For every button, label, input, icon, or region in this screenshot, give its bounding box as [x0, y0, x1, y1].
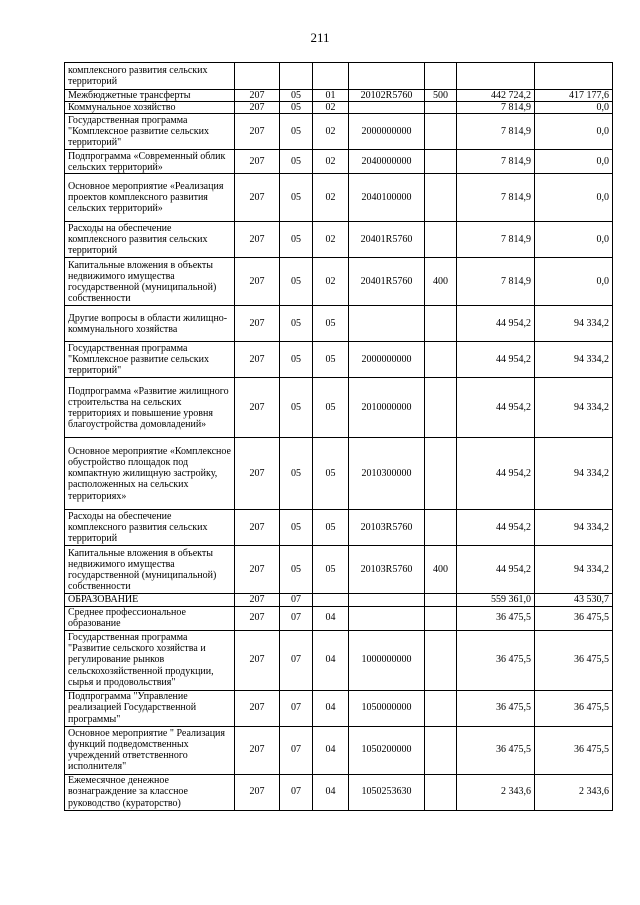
- row-code-expense-type: [425, 510, 457, 546]
- row-code-subsection: [313, 594, 349, 606]
- row-name: Основное мероприятие " Реализация функций подведомственных учреждений ответственного исполнителя": [65, 726, 235, 774]
- row-name: ОБРАЗОВАНИЕ: [65, 594, 235, 606]
- row-code-ministry: 207: [235, 150, 280, 174]
- row-amount-2: 94 334,2: [535, 510, 613, 546]
- row-code-target: [349, 63, 425, 90]
- row-name: Основное мероприятие «Реализация проектов комплексного развития сельских территорий»: [65, 174, 235, 222]
- row-amount-2: 94 334,2: [535, 378, 613, 438]
- row-code-section: [280, 63, 313, 90]
- row-amount-2: 43 530,7: [535, 594, 613, 606]
- row-name: Подпрограмма «Развитие жилищного строительства на сельских территориях и повышение уровня благоустройства домовладений»: [65, 378, 235, 438]
- row-code-ministry: 207: [235, 606, 280, 630]
- row-code-target: 1050253630: [349, 774, 425, 810]
- row-name: Капитальные вложения в объекты недвижимого имущества государственной (муниципальной) собственности: [65, 258, 235, 306]
- table-row: [65, 690, 613, 726]
- row-code-ministry: 207: [235, 510, 280, 546]
- row-name: Коммунальное хозяйство: [65, 102, 235, 114]
- page-number: 211: [310, 30, 330, 45]
- row-code-subsection: 02: [313, 258, 349, 306]
- row-name: Среднее профессиональное образование: [65, 606, 235, 630]
- row-code-subsection: 02: [313, 174, 349, 222]
- row-code-expense-type: [425, 726, 457, 774]
- row-amount-1: 44 954,2: [457, 378, 535, 438]
- row-code-ministry: 207: [235, 102, 280, 114]
- row-code-ministry: 207: [235, 114, 280, 150]
- row-name: Подпрограмма «Современный облик сельских территорий»: [65, 150, 235, 174]
- row-code-target: 20103R5760: [349, 510, 425, 546]
- row-name: Расходы на обеспечение комплексного развития сельских территорий: [65, 222, 235, 258]
- row-code-subsection: 01: [313, 90, 349, 102]
- row-code-target: 2010000000: [349, 378, 425, 438]
- table-row: [65, 378, 613, 438]
- row-code-expense-type: [425, 174, 457, 222]
- table-row: [65, 774, 613, 810]
- row-code-section: 05: [280, 438, 313, 510]
- row-code-subsection: 05: [313, 510, 349, 546]
- row-code-subsection: 02: [313, 114, 349, 150]
- table-row: [65, 306, 613, 342]
- budget-table: [64, 62, 613, 811]
- row-code-target: 1000000000: [349, 630, 425, 690]
- row-code-expense-type: [425, 63, 457, 90]
- row-amount-1: 7 814,9: [457, 114, 535, 150]
- row-code-section: 07: [280, 594, 313, 606]
- row-code-subsection: 04: [313, 726, 349, 774]
- row-code-expense-type: [425, 378, 457, 438]
- row-code-ministry: 207: [235, 594, 280, 606]
- row-code-ministry: 207: [235, 546, 280, 594]
- table-row: [65, 510, 613, 546]
- row-name: Капитальные вложения в объекты недвижимого имущества государственной (муниципальной) собственности: [65, 546, 235, 594]
- row-code-ministry: 207: [235, 726, 280, 774]
- row-code-target: 2010300000: [349, 438, 425, 510]
- row-amount-2: 417 177,6: [535, 90, 613, 102]
- row-code-target: 20401R5760: [349, 222, 425, 258]
- row-code-target: 2040000000: [349, 150, 425, 174]
- row-amount-2: [535, 63, 613, 90]
- row-amount-1: 44 954,2: [457, 510, 535, 546]
- row-code-section: 05: [280, 258, 313, 306]
- row-amount-2: 0,0: [535, 222, 613, 258]
- row-amount-1: 44 954,2: [457, 546, 535, 594]
- table-row: [65, 546, 613, 594]
- row-code-target: 1050200000: [349, 726, 425, 774]
- table-row: [65, 63, 613, 90]
- row-code-target: [349, 594, 425, 606]
- row-code-subsection: [313, 63, 349, 90]
- row-name: Расходы на обеспечение комплексного развития сельских территорий: [65, 510, 235, 546]
- table-row: [65, 222, 613, 258]
- row-code-subsection: 05: [313, 306, 349, 342]
- table-row: [65, 102, 613, 114]
- row-amount-1: 36 475,5: [457, 630, 535, 690]
- row-name: Основное мероприятие «Комплексное обустройство площадок под компактную жилищную застройку, расположенных на сельских территориях»: [65, 438, 235, 510]
- row-code-target: 2040100000: [349, 174, 425, 222]
- table-row: [65, 258, 613, 306]
- row-amount-1: 7 814,9: [457, 102, 535, 114]
- row-code-expense-type: [425, 150, 457, 174]
- row-code-expense-type: [425, 630, 457, 690]
- row-code-section: 07: [280, 726, 313, 774]
- row-code-expense-type: [425, 222, 457, 258]
- row-amount-1: 7 814,9: [457, 174, 535, 222]
- row-code-expense-type: 400: [425, 258, 457, 306]
- row-name: Государственная программа "Комплексное развитие сельских территорий": [65, 342, 235, 378]
- row-code-subsection: 02: [313, 150, 349, 174]
- row-code-ministry: 207: [235, 690, 280, 726]
- row-code-subsection: 05: [313, 546, 349, 594]
- row-code-section: 05: [280, 546, 313, 594]
- row-name: Государственная программа "Комплексное развитие сельских территорий": [65, 114, 235, 150]
- row-code-ministry: 207: [235, 774, 280, 810]
- row-code-target: 20401R5760: [349, 258, 425, 306]
- row-code-target: [349, 102, 425, 114]
- row-amount-1: 7 814,9: [457, 258, 535, 306]
- row-code-expense-type: [425, 594, 457, 606]
- row-amount-1: 36 475,5: [457, 606, 535, 630]
- row-name: Другие вопросы в области жилищно-коммунального хозяйства: [65, 306, 235, 342]
- row-name: Государственная программа "Развитие сельского хозяйства и регулирование рынков сельскохозяйственной продукции, сырья и продовольствия": [65, 630, 235, 690]
- row-amount-2: 36 475,5: [535, 630, 613, 690]
- row-code-ministry: 207: [235, 90, 280, 102]
- table-row: [65, 630, 613, 690]
- row-amount-2: 94 334,2: [535, 306, 613, 342]
- row-code-section: 05: [280, 174, 313, 222]
- row-code-section: 05: [280, 378, 313, 438]
- row-amount-2: 2 343,6: [535, 774, 613, 810]
- row-amount-2: 0,0: [535, 258, 613, 306]
- row-code-expense-type: [425, 306, 457, 342]
- row-code-target: 2000000000: [349, 342, 425, 378]
- row-code-section: 07: [280, 630, 313, 690]
- row-code-ministry: 207: [235, 630, 280, 690]
- row-code-expense-type: 400: [425, 546, 457, 594]
- row-code-subsection: 04: [313, 774, 349, 810]
- row-code-expense-type: [425, 102, 457, 114]
- row-amount-2: 0,0: [535, 102, 613, 114]
- row-name: Ежемесячное денежное вознаграждение за классное руководство (кураторство): [65, 774, 235, 810]
- row-code-ministry: [235, 63, 280, 90]
- row-amount-2: 94 334,2: [535, 438, 613, 510]
- row-code-subsection: 05: [313, 438, 349, 510]
- row-code-target: 1050000000: [349, 690, 425, 726]
- row-code-subsection: 02: [313, 102, 349, 114]
- row-amount-1: 7 814,9: [457, 150, 535, 174]
- row-code-subsection: 04: [313, 690, 349, 726]
- row-code-target: 2000000000: [349, 114, 425, 150]
- row-code-section: 05: [280, 114, 313, 150]
- row-amount-1: 44 954,2: [457, 438, 535, 510]
- row-amount-1: 36 475,5: [457, 690, 535, 726]
- row-amount-2: 94 334,2: [535, 342, 613, 378]
- row-amount-1: 2 343,6: [457, 774, 535, 810]
- row-code-target: [349, 306, 425, 342]
- row-amount-2: 36 475,5: [535, 690, 613, 726]
- row-code-subsection: 05: [313, 342, 349, 378]
- table-row: [65, 114, 613, 150]
- row-amount-2: 0,0: [535, 114, 613, 150]
- row-code-section: 05: [280, 510, 313, 546]
- row-amount-1: 36 475,5: [457, 726, 535, 774]
- row-amount-1: [457, 63, 535, 90]
- table-row: [65, 438, 613, 510]
- row-amount-2: 36 475,5: [535, 726, 613, 774]
- row-code-section: 05: [280, 342, 313, 378]
- row-code-target: [349, 606, 425, 630]
- row-amount-1: 7 814,9: [457, 222, 535, 258]
- row-code-ministry: 207: [235, 378, 280, 438]
- row-code-section: 05: [280, 90, 313, 102]
- row-code-section: 07: [280, 774, 313, 810]
- row-amount-2: 0,0: [535, 150, 613, 174]
- row-code-section: 05: [280, 222, 313, 258]
- row-code-subsection: 02: [313, 222, 349, 258]
- row-amount-1: 442 724,2: [457, 90, 535, 102]
- table-row: [65, 174, 613, 222]
- row-code-subsection: 05: [313, 378, 349, 438]
- row-amount-2: 36 475,5: [535, 606, 613, 630]
- table-row: [65, 90, 613, 102]
- row-name: Межбюджетные трансферты: [65, 90, 235, 102]
- row-code-expense-type: [425, 690, 457, 726]
- table-row: [65, 594, 613, 606]
- row-code-expense-type: [425, 606, 457, 630]
- table-row: [65, 150, 613, 174]
- row-code-ministry: 207: [235, 174, 280, 222]
- row-code-section: 05: [280, 150, 313, 174]
- row-code-ministry: 207: [235, 306, 280, 342]
- row-code-section: 05: [280, 102, 313, 114]
- row-amount-1: 559 361,0: [457, 594, 535, 606]
- row-code-subsection: 04: [313, 606, 349, 630]
- row-code-expense-type: [425, 114, 457, 150]
- row-code-ministry: 207: [235, 342, 280, 378]
- row-code-expense-type: [425, 774, 457, 810]
- row-code-expense-type: [425, 342, 457, 378]
- row-code-target: 20103R5760: [349, 546, 425, 594]
- row-amount-2: 0,0: [535, 174, 613, 222]
- row-code-ministry: 207: [235, 258, 280, 306]
- row-amount-2: 94 334,2: [535, 546, 613, 594]
- row-code-section: 07: [280, 606, 313, 630]
- row-name: комплексного развития сельских территорий: [65, 63, 235, 90]
- row-code-expense-type: 500: [425, 90, 457, 102]
- row-code-section: 05: [280, 306, 313, 342]
- table-row: [65, 342, 613, 378]
- table-row: [65, 606, 613, 630]
- row-code-section: 07: [280, 690, 313, 726]
- row-amount-1: 44 954,2: [457, 342, 535, 378]
- row-code-target: 20102R5760: [349, 90, 425, 102]
- row-code-ministry: 207: [235, 222, 280, 258]
- row-amount-1: 44 954,2: [457, 306, 535, 342]
- table-row: [65, 726, 613, 774]
- row-name: Подпрограмма "Управление реализацией Государственной программы": [65, 690, 235, 726]
- row-code-expense-type: [425, 438, 457, 510]
- row-code-subsection: 04: [313, 630, 349, 690]
- row-code-ministry: 207: [235, 438, 280, 510]
